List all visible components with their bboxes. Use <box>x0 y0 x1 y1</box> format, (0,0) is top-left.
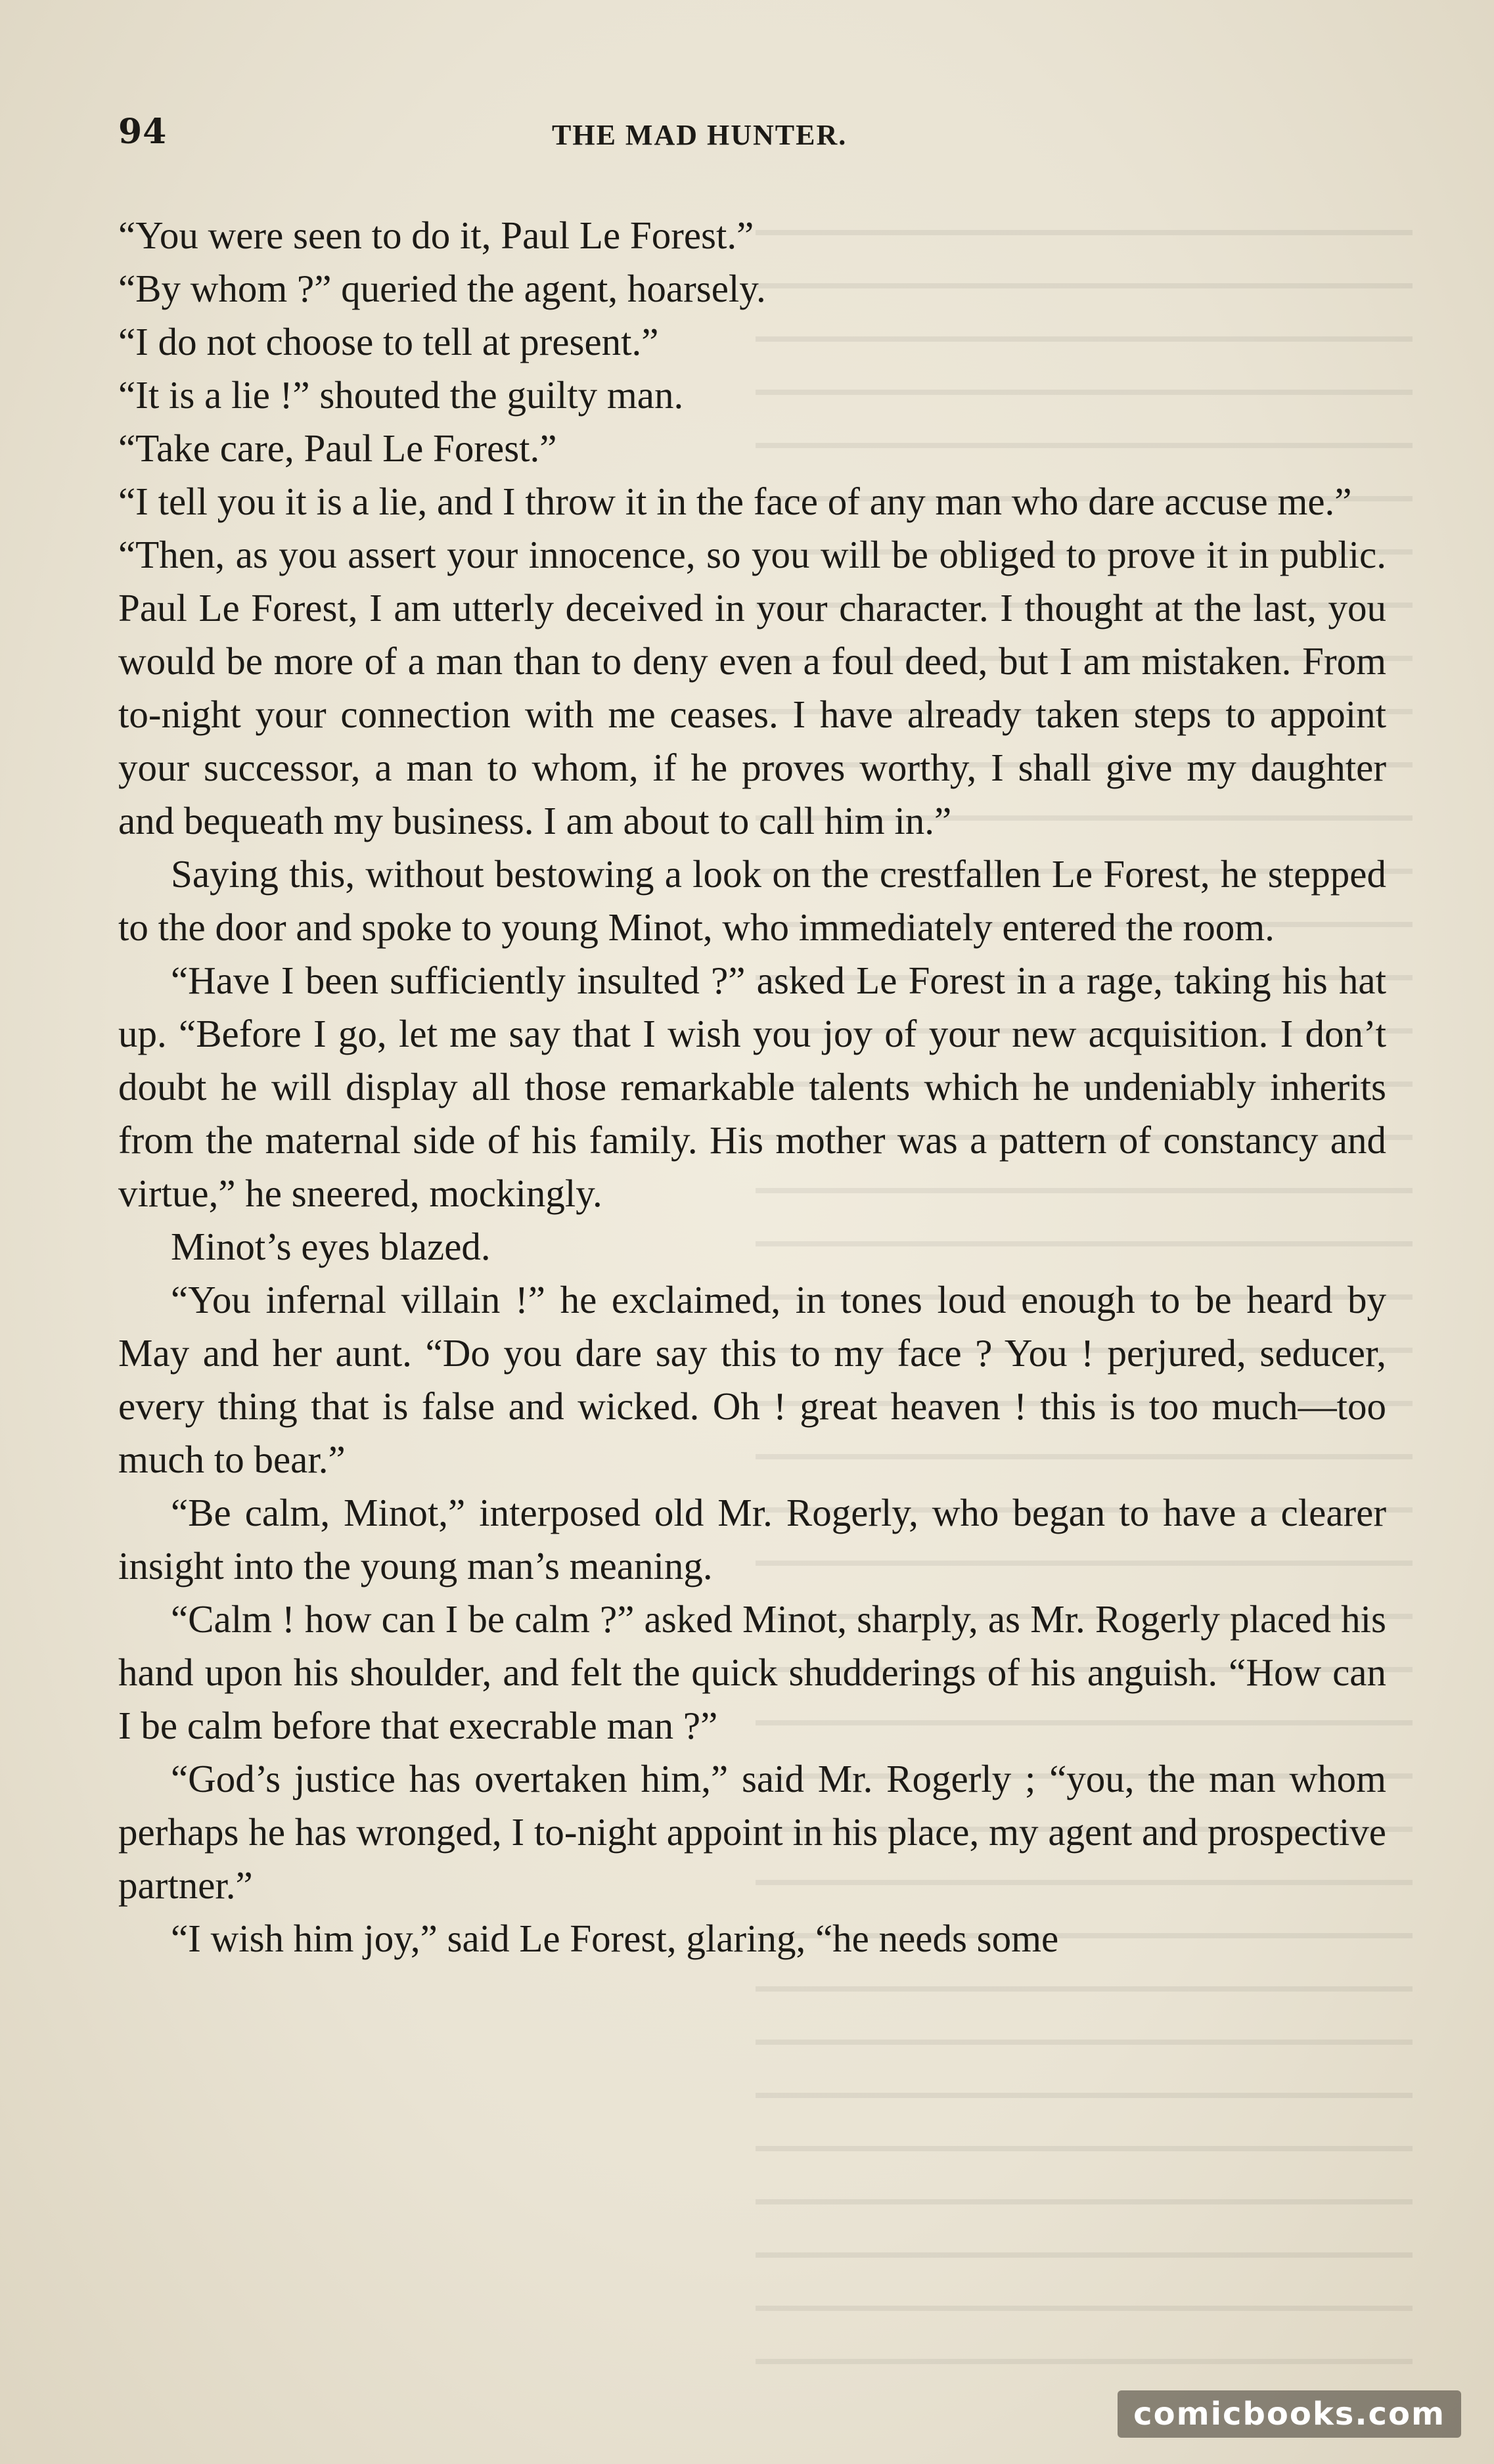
paragraph: “I do not choose to tell at present.” <box>118 320 659 363</box>
paragraph: “It is a lie !” shouted the guilty man. <box>118 373 684 417</box>
paragraph: Minot’s eyes blazed. <box>171 1225 491 1268</box>
running-head: THE MAD HUNTER. <box>552 119 848 151</box>
paragraph: “You were seen to do it, Paul Le Forest.” <box>118 214 754 257</box>
paragraph: “I tell you it is a lie, and I throw it in the face of any man who dare accuse me.” <box>118 480 1352 523</box>
paragraph: “Then, as you assert your innocence, so you will be obliged to prove it in public. Paul Le Forest, I am utterly deceived in your character. I thought at the last, you would be more of a man than to deny even a foul deed, but I am mistaken. From to-night your connection with me ceases. I have already taken steps to appoint your successor, a man to whom, if he proves worthy, I shall give my daughter and bequeath my business. I am about to call him in.” <box>118 533 1386 842</box>
paragraph: “Be calm, Minot,” interposed old Mr. Rogerly, who began to have a clearer insight into the young man’s meaning. <box>118 1491 1386 1587</box>
paragraph: “I wish him joy,” said Le Forest, glaring, “he needs some <box>171 1917 1059 1960</box>
paragraph: “You infernal villain !” he exclaimed, in tones loud enough to be heard by May and her aunt. “Do you dare say this to my face ? You ! perjured, seducer, every thing that is false and wicked. Oh ! great heaven ! this is too much—too much to bear.” <box>118 1278 1386 1481</box>
paragraph: “God’s justice has overtaken him,” said Mr. Rogerly ; “you, the man whom perhaps he has wronged, I to-night appoint in his place, my agent and prospective partner.” <box>118 1757 1386 1907</box>
body-text <box>118 209 1386 1965</box>
paragraph: “By whom ?” queried the agent, hoarsely. <box>118 267 766 310</box>
watermark-logo: comicbooks.com <box>1118 2390 1461 2438</box>
page-number: 94 <box>118 112 168 152</box>
page-header <box>118 112 1386 158</box>
paragraph: “Calm ! how can I be calm ?” asked Minot, sharply, as Mr. Rogerly placed his hand upon his shoulder, and felt the quick shudderings of his anguish. “How can I be calm before that execrable man ?” <box>118 1597 1386 1747</box>
paragraph: “Take care, Paul Le Forest.” <box>118 426 557 470</box>
paragraph: “Have I been sufficiently insulted ?” asked Le Forest in a rage, taking his hat up. “Before I go, let me say that I wish you joy of your new acquisition. I don’t doubt he will display all those remarkable talents which he undeniably inherits from the maternal side of his family. His mother was a pattern of constancy and virtue,” he sneered, mockingly. <box>118 959 1386 1215</box>
paragraph: Saying this, without bestowing a look on the crestfallen Le Forest, he stepped to the door and spoke to young Minot, who immediately entered the room. <box>118 852 1386 949</box>
